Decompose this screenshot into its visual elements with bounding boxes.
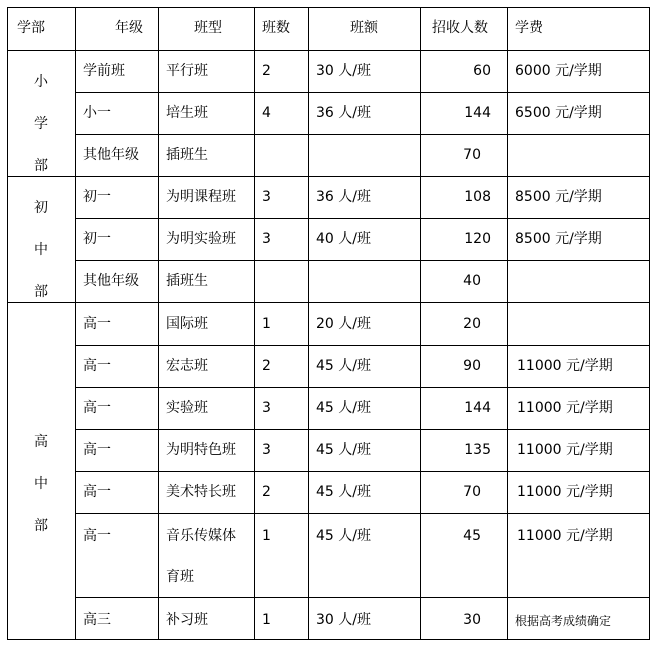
enrollment-cell: 20 [463, 316, 481, 332]
col-line [254, 7, 255, 640]
enrollment-cell: 40 [463, 273, 481, 289]
class-type-cell: 国际班 [166, 316, 208, 332]
header-class-size: 班额 [350, 20, 378, 36]
class-type-cell: 插班生 [166, 147, 208, 163]
tuition-cell: 11000 元/学期 [517, 400, 613, 416]
row-line [75, 92, 650, 93]
class-size-cell: 45 人/班 [316, 358, 371, 374]
enrollment-cell: 144 [464, 400, 491, 416]
class-type-cell: 培生班 [166, 105, 208, 121]
col-line [75, 7, 76, 640]
class-count-cell: 3 [262, 442, 271, 458]
class-type-cell: 为明课程班 [166, 189, 236, 205]
class-type-cell: 实验班 [166, 400, 208, 416]
class-type-cell: 插班生 [166, 273, 208, 289]
class-count-cell: 2 [262, 358, 271, 374]
border-bottom [7, 639, 650, 640]
enrollment-cell: 45 [463, 528, 481, 544]
division-high: 高 中 部 [34, 434, 48, 534]
class-type-cell: 为明实验班 [166, 231, 236, 247]
division-middle: 初 中 部 [34, 200, 48, 300]
header-grade: 年级 [115, 20, 143, 36]
row-line [75, 471, 650, 472]
header-class-count: 班数 [262, 20, 290, 36]
row-line [75, 345, 650, 346]
class-type-cell: 为明特色班 [166, 442, 236, 458]
enrollment-cell: 120 [464, 231, 491, 247]
class-size-cell: 20 人/班 [316, 316, 371, 332]
class-count-cell: 2 [262, 484, 271, 500]
class-size-cell: 36 人/班 [316, 189, 371, 205]
grade-cell: 高一 [83, 358, 111, 374]
class-count-cell: 1 [262, 612, 271, 628]
grade-cell: 高三 [83, 612, 111, 628]
grade-cell: 高一 [83, 400, 111, 416]
class-type-cell: 美术特长班 [166, 484, 236, 500]
tuition-cell: 11000 元/学期 [517, 358, 613, 374]
tuition-cell: 8500 元/学期 [515, 231, 602, 247]
class-count-cell: 2 [262, 63, 271, 79]
header-tuition: 学费 [515, 20, 543, 36]
border-top [7, 7, 650, 8]
header-enrollment: 招收人数 [432, 20, 488, 36]
class-size-cell: 30 人/班 [316, 612, 371, 628]
row-line [75, 260, 650, 261]
tuition-cell: 11000 元/学期 [517, 484, 613, 500]
grade-cell: 初一 [83, 231, 111, 247]
grade-cell: 小一 [83, 105, 111, 121]
row-line [75, 134, 650, 135]
tuition-cell: 6000 元/学期 [515, 63, 602, 79]
class-count-cell: 1 [262, 316, 271, 332]
class-count-cell: 1 [262, 528, 271, 544]
class-size-cell: 45 人/班 [316, 442, 371, 458]
row-line [75, 218, 650, 219]
section-line [7, 176, 650, 177]
class-count-cell: 3 [262, 189, 271, 205]
class-size-cell: 45 人/班 [316, 484, 371, 500]
enrollment-cell: 60 [473, 63, 491, 79]
class-type-cell: 音乐传媒体 [166, 528, 236, 544]
tuition-cell: 11000 元/学期 [517, 442, 613, 458]
grade-cell: 其他年级 [83, 147, 139, 163]
header-division: 学部 [17, 20, 45, 36]
class-size-cell: 45 人/班 [316, 528, 371, 544]
tuition-cell: 11000 元/学期 [517, 528, 613, 544]
row-line [75, 387, 650, 388]
division-primary: 小 学 部 [34, 74, 48, 174]
grade-cell: 高一 [83, 316, 111, 332]
grade-cell: 学前班 [83, 63, 125, 79]
enrollment-cell: 144 [464, 105, 491, 121]
class-type-cell-continued: 育班 [166, 569, 194, 585]
enrollment-cell: 30 [463, 612, 481, 628]
class-count-cell: 3 [262, 400, 271, 416]
enrollment-cell: 90 [463, 358, 481, 374]
class-size-cell: 40 人/班 [316, 231, 371, 247]
class-size-cell: 45 人/班 [316, 400, 371, 416]
class-size-cell: 36 人/班 [316, 105, 371, 121]
col-line [507, 7, 508, 640]
row-line [75, 597, 650, 598]
header-bottom [7, 50, 650, 51]
grade-cell: 高一 [83, 528, 111, 544]
tuition-cell: 8500 元/学期 [515, 189, 602, 205]
grade-cell: 初一 [83, 189, 111, 205]
row-line [75, 429, 650, 430]
class-count-cell: 3 [262, 231, 271, 247]
header-class-type: 班型 [194, 20, 222, 36]
class-type-cell: 补习班 [166, 612, 208, 628]
enrollment-cell: 108 [464, 189, 491, 205]
section-line [7, 302, 650, 303]
border-right [649, 7, 650, 640]
class-count-cell: 4 [262, 105, 271, 121]
grade-cell: 高一 [83, 484, 111, 500]
class-size-cell: 30 人/班 [316, 63, 371, 79]
col-line [308, 7, 309, 640]
enrollment-cell: 135 [464, 442, 491, 458]
class-type-cell: 平行班 [166, 63, 208, 79]
grade-cell: 其他年级 [83, 273, 139, 289]
row-line [75, 513, 650, 514]
enrollment-cell: 70 [463, 147, 481, 163]
class-type-cell: 宏志班 [166, 358, 208, 374]
grade-cell: 高一 [83, 442, 111, 458]
col-line [158, 7, 159, 640]
tuition-cell: 根据高考成绩确定 [515, 614, 612, 628]
enrollment-cell: 70 [463, 484, 481, 500]
tuition-cell: 6500 元/学期 [515, 105, 602, 121]
